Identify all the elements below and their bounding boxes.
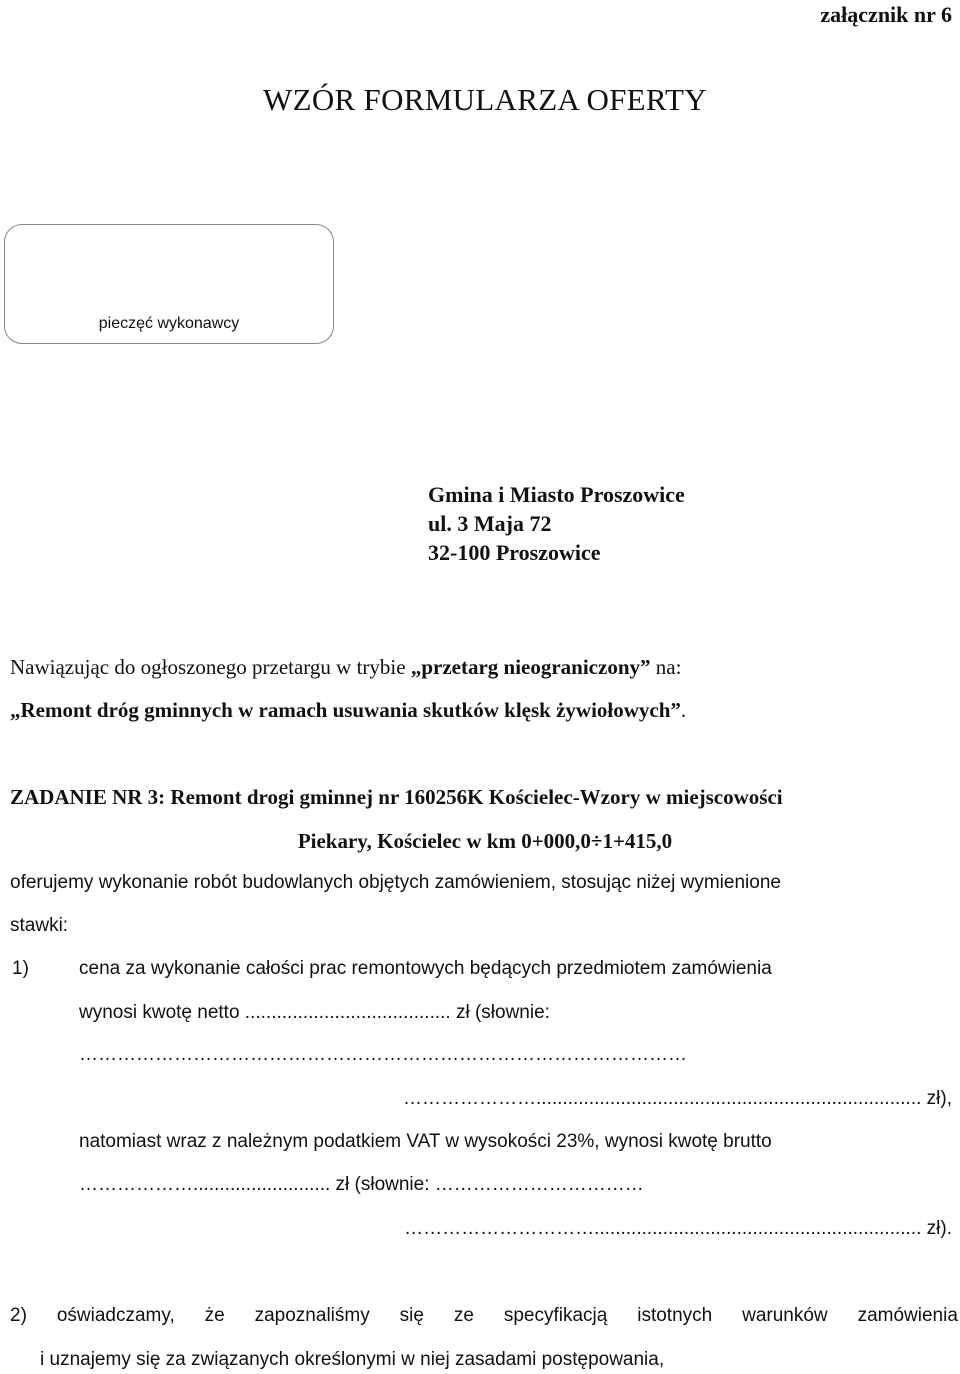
tender-subject: „Remont dróg gminnych w ramach usuwania skutków klęsk żywiołowych” — [10, 698, 681, 722]
document-title: WZÓR FORMULARZA OFERTY — [263, 82, 707, 117]
contractor-stamp-box — [4, 224, 334, 344]
item-1-line-1: cena za wykonanie całości prac remontowych będących przedmiotem zamówienia — [79, 958, 772, 979]
offer-line-2: stawki: — [10, 915, 69, 936]
item-2-number: 2) — [10, 1305, 27, 1326]
offer-line-1: oferujemy wykonanie robót budowlanych objętych zamówieniem, stosując niżej wymienione — [10, 872, 781, 893]
recipient-address — [428, 480, 685, 567]
stamp-label: pieczęć wykonawcy — [98, 315, 240, 332]
tender-mode: „przetarg nieograniczony” — [410, 655, 651, 679]
subject-end: . — [680, 698, 687, 722]
task-line-2: Piekary, Kościelec w km 0+000,0÷1+415,0 — [297, 829, 673, 853]
item-1-gross-end-line: ………………………….............................................................. zł). — [404, 1218, 952, 1239]
subject-line — [10, 698, 686, 723]
intro-suffix: na: — [650, 655, 682, 679]
item-2-line-1 — [10, 1305, 958, 1327]
item-1-number: 1) — [12, 958, 29, 979]
intro-prefix: Nawiązując do ogłoszonego przetargu w trybie — [10, 655, 411, 679]
attachment-label: załącznik nr 6 — [820, 2, 952, 27]
item-1-gross-amount-line: ……………….......................... zł (słownie: …………………………… — [79, 1174, 644, 1195]
task-line-1: ZADANIE NR 3: Remont drogi gminnej nr 160256K Kościelec-Wzory w miejscowości — [10, 785, 783, 809]
item-1-net-end-line: …………………......................................................................... zł), — [403, 1088, 952, 1109]
item-2-word: specyfikacją — [503, 1305, 608, 1326]
address-line-1: Gmina i Miasto Proszowice — [428, 482, 685, 507]
item-1-vat-line: natomiast wraz z należnym podatkiem VAT w wysokości 23%, wynosi kwotę brutto — [79, 1131, 772, 1152]
item-2-word: ze — [453, 1305, 474, 1326]
address-line-2: ul. 3 Maja 72 — [428, 511, 552, 536]
item-1-words-blank: …………………………………………………………………………………… — [79, 1044, 687, 1065]
item-2-word: istotnych — [637, 1305, 713, 1326]
intro-line — [10, 655, 681, 680]
item-2-word: się — [399, 1305, 424, 1326]
item-2-word: że — [204, 1305, 225, 1326]
item-2-word: zapoznaliśmy — [254, 1305, 370, 1326]
item-1-net-amount-line: wynosi kwotę netto ....................................... zł (słownie: — [79, 1002, 550, 1023]
address-line-3: 32-100 Proszowice — [428, 540, 601, 565]
item-2-word: warunków — [742, 1305, 828, 1326]
item-2-line-2: i uznajemy się za związanych określonymi w niej zasadami postępowania, — [40, 1349, 665, 1370]
item-2-word: oświadczamy, — [56, 1305, 175, 1326]
item-2-word: zamówienia — [857, 1305, 958, 1326]
